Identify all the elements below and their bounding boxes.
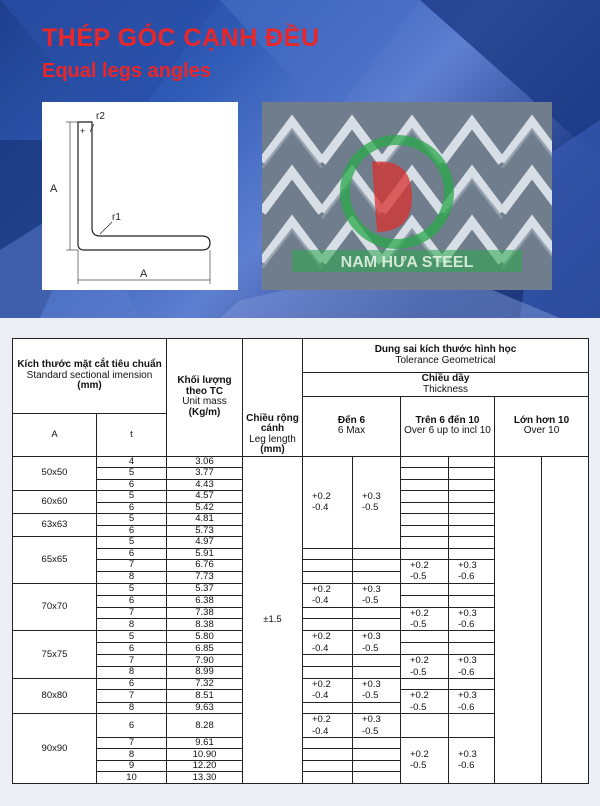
- cell-tol-plus: +0.3 -0.6: [449, 607, 495, 631]
- cell-empty: [401, 525, 449, 537]
- cell-thickness: 5: [97, 468, 167, 480]
- cell-empty: [303, 655, 353, 667]
- cell-tol-plus: +0.3 -0.5: [353, 631, 401, 655]
- cell-thickness: 8: [97, 749, 167, 761]
- cell-tol-minus: +0.2 -0.5: [401, 737, 449, 783]
- cell-empty: [449, 502, 495, 514]
- cell-empty: [401, 595, 449, 607]
- header-dimension-vn: Kích thước mặt cắt tiêu chuẩn: [17, 359, 162, 371]
- cell-unit-mass: 4.43: [167, 479, 243, 491]
- cell-tol-plus: +0.3 -0.5: [353, 583, 401, 607]
- cell-thickness: 9: [97, 760, 167, 772]
- header-range-2-en: Over 6 up to incl 10: [404, 425, 491, 437]
- cell-empty: [353, 760, 401, 772]
- cell-empty: [353, 667, 401, 679]
- cell-empty: [449, 479, 495, 491]
- cell-tol-minus: +0.2 -0.4: [303, 678, 353, 702]
- header-range-1: [303, 397, 401, 457]
- cell-tol-minus: +0.2 -0.4: [303, 714, 353, 738]
- cell-tol-minus: +0.2 -0.4: [303, 631, 353, 655]
- cell-empty: [401, 479, 449, 491]
- cell-dimension: 80x80: [13, 678, 97, 713]
- cell-empty: [303, 619, 353, 631]
- table-body: [13, 456, 589, 783]
- header-range-3-en: Over 10: [523, 425, 560, 437]
- header-mass-unit: (Kg/m): [188, 406, 221, 418]
- cell-empty: [353, 548, 401, 560]
- cell-tol-plus: +0.3 -0.5: [353, 678, 401, 702]
- cell-empty: [353, 749, 401, 761]
- cell-empty: [353, 560, 401, 572]
- cell-unit-mass: 9.63: [167, 702, 243, 714]
- cell-thickness: 6: [97, 502, 167, 514]
- cell-empty: [303, 772, 353, 784]
- cell-empty: [401, 583, 449, 595]
- cell-empty: [401, 714, 449, 738]
- cell-thickness: 6: [97, 678, 167, 690]
- angle-profile-drawing: [42, 102, 238, 290]
- cell-tol-plus: +0.3 -0.6: [449, 560, 495, 584]
- cell-empty: [353, 607, 401, 619]
- table-row: [13, 456, 589, 468]
- cell-tol-plus: +0.3 -0.6: [449, 690, 495, 714]
- cell-thickness: 7: [97, 690, 167, 702]
- cell-empty: [303, 702, 353, 714]
- cell-thickness: 7: [97, 607, 167, 619]
- header-dimension: [13, 339, 167, 414]
- cell-empty: [303, 548, 353, 560]
- cell-unit-mass: 12.20: [167, 760, 243, 772]
- cell-unit-mass: 6.85: [167, 643, 243, 655]
- cell-thickness: 4: [97, 456, 167, 468]
- cell-empty: [303, 560, 353, 572]
- cell-empty: [353, 655, 401, 667]
- cell-unit-mass: 7.38: [167, 607, 243, 619]
- cell-empty: [353, 737, 401, 749]
- cell-empty: [449, 537, 495, 549]
- header-leg-length: [243, 414, 303, 457]
- header-thickness: [303, 373, 589, 397]
- header-range-2-vn: Trên 6 đến 10: [415, 414, 480, 426]
- cell-unit-mass: 5.37: [167, 583, 243, 595]
- cell-thickness: 5: [97, 514, 167, 526]
- cell-empty: [401, 537, 449, 549]
- cell-unit-mass: 4.97: [167, 537, 243, 549]
- cell-thickness: 6: [97, 479, 167, 491]
- cell-dimension: 65x65: [13, 537, 97, 584]
- header-thickness-vn: Chiều dầy: [421, 373, 470, 384]
- cell-tol-minus: +0.2 -0.5: [401, 655, 449, 679]
- cell-empty: [401, 502, 449, 514]
- cell-unit-mass: 5.80: [167, 631, 243, 643]
- header-range-1-en: 6 Max: [337, 425, 366, 437]
- thickness-mark: +: [80, 126, 86, 136]
- cell-unit-mass: 7.32: [167, 678, 243, 690]
- header-tolerance-vn: Dung sai kích thước hình học: [374, 344, 517, 355]
- cell-empty: [353, 702, 401, 714]
- cell-empty: [449, 595, 495, 607]
- cell-tol-plus: +0.3 -0.6: [449, 655, 495, 679]
- cell-thickness: 5: [97, 583, 167, 595]
- cell-tol-minus: +0.2 -0.5: [401, 607, 449, 631]
- cell-dimension: 75x75: [13, 631, 97, 679]
- cell-unit-mass: 7.90: [167, 655, 243, 667]
- header-dimension-en: Standard sectional imension: [26, 369, 153, 381]
- cell-tol-minus: +0.2 -0.5: [401, 690, 449, 714]
- cell-unit-mass: 6.76: [167, 560, 243, 572]
- cell-tol-minus: +0.2 -0.5: [401, 560, 449, 584]
- cell-empty: [401, 548, 449, 560]
- cell-dimension: 90x90: [13, 714, 97, 784]
- cell-thickness: 8: [97, 619, 167, 631]
- cell-unit-mass: 3.77: [167, 468, 243, 480]
- cell-empty: [449, 583, 495, 595]
- cell-unit-mass: 5.42: [167, 502, 243, 514]
- cell-thickness: 5: [97, 491, 167, 503]
- cell-tol-plus: +0.3 -0.5: [353, 456, 401, 548]
- title-english: Equal legs angles: [42, 60, 211, 82]
- dimension-a-vertical: A: [50, 183, 58, 195]
- cell-dimension: 63x63: [13, 514, 97, 537]
- cell-unit-mass: 7.73: [167, 571, 243, 583]
- title-vietnamese: THÉP GÓC CẠNH ĐỀU: [42, 24, 320, 52]
- steel-angles-photo: [262, 102, 552, 290]
- cell-unit-mass: 4.81: [167, 514, 243, 526]
- cell-unit-mass: 8.28: [167, 714, 243, 738]
- cell-leg-tolerance: ±1.5: [243, 456, 303, 783]
- cell-empty: [449, 468, 495, 480]
- specification-section: [0, 318, 600, 806]
- cell-empty: [303, 760, 353, 772]
- header-unit-mass: [167, 339, 243, 457]
- cell-empty: [303, 607, 353, 619]
- cell-dimension: 70x70: [13, 583, 97, 631]
- header-thickness-en: Thickness: [422, 383, 468, 395]
- header-tolerance: [303, 339, 589, 373]
- cell-thickness: 6: [97, 548, 167, 560]
- cell-empty: [449, 491, 495, 503]
- cell-empty: [303, 749, 353, 761]
- cell-thickness: 5: [97, 631, 167, 643]
- radius-r1-label: r1: [112, 212, 121, 223]
- cell-empty: [449, 456, 495, 468]
- cell-unit-mass: 8.99: [167, 667, 243, 679]
- header-range-3-vn: Lớn hơn 10: [513, 414, 570, 426]
- cell-empty: [449, 631, 495, 643]
- cell-empty: [401, 468, 449, 480]
- cell-thickness: 6: [97, 714, 167, 738]
- cell-empty: [449, 714, 495, 738]
- cell-empty: [401, 491, 449, 503]
- cell-empty: [449, 525, 495, 537]
- header-range-1-vn: Đến 6: [337, 414, 366, 426]
- cell-unit-mass: 10.90: [167, 749, 243, 761]
- cell-unit-mass: 13.30: [167, 772, 243, 784]
- cell-unit-mass: 3.06: [167, 456, 243, 468]
- cell-empty: [542, 456, 589, 783]
- cell-empty: [401, 631, 449, 643]
- header-leg-vn: Chiều rộng cánh: [246, 412, 299, 434]
- cell-empty: [401, 456, 449, 468]
- cell-unit-mass: 8.38: [167, 619, 243, 631]
- cell-unit-mass: 8.51: [167, 690, 243, 702]
- cell-empty: [401, 514, 449, 526]
- angle-cross-section-diagram: [42, 102, 238, 290]
- cell-unit-mass: 9.61: [167, 737, 243, 749]
- cell-thickness: 10: [97, 772, 167, 784]
- specification-table: [12, 338, 589, 784]
- header-range-2: [401, 397, 495, 457]
- dimension-a-horizontal: A: [140, 268, 148, 280]
- cell-empty: [495, 456, 542, 783]
- cell-thickness: 6: [97, 643, 167, 655]
- cell-empty: [303, 667, 353, 679]
- cell-thickness: 5: [97, 537, 167, 549]
- cell-thickness: 7: [97, 655, 167, 667]
- cell-tol-plus: +0.3 -0.6: [449, 737, 495, 783]
- cell-tol-minus: +0.2 -0.4: [303, 583, 353, 607]
- header-leg-en: Leg length: [249, 433, 296, 445]
- subheader-a: A: [13, 414, 97, 457]
- header-leg-unit: (mm): [260, 444, 285, 455]
- cell-unit-mass: 5.91: [167, 548, 243, 560]
- cell-thickness: 8: [97, 667, 167, 679]
- cell-empty: [449, 514, 495, 526]
- header-dimension-unit: (mm): [77, 380, 102, 392]
- cell-empty: [353, 571, 401, 583]
- angle-stack-illustration: [262, 102, 552, 290]
- brand-watermark: NAM HƯA STEEL: [340, 254, 474, 271]
- cell-thickness: 7: [97, 560, 167, 572]
- cell-empty: [303, 737, 353, 749]
- cell-unit-mass: 4.57: [167, 491, 243, 503]
- cell-tol-plus: +0.3 -0.5: [353, 714, 401, 738]
- header-mass-vn: Khối lượng theo TC: [177, 375, 232, 397]
- cell-empty: [449, 643, 495, 655]
- cell-empty: [401, 643, 449, 655]
- header-banner: [0, 0, 600, 318]
- cell-thickness: 7: [97, 737, 167, 749]
- cell-empty: [449, 678, 495, 690]
- header-mass-en: Unit mass: [182, 396, 227, 408]
- subheader-t: t: [97, 414, 167, 457]
- cell-empty: [353, 772, 401, 784]
- cell-empty: [353, 619, 401, 631]
- cell-empty: [401, 678, 449, 690]
- cell-empty: [449, 548, 495, 560]
- cell-thickness: 6: [97, 595, 167, 607]
- cell-thickness: 6: [97, 525, 167, 537]
- cell-unit-mass: 5.73: [167, 525, 243, 537]
- header-tolerance-en: Tolerance Geometrical: [395, 354, 496, 366]
- cell-empty: [303, 571, 353, 583]
- header-leg-spacer: [243, 339, 303, 414]
- cell-tol-minus: +0.2 -0.4: [303, 456, 353, 548]
- cell-thickness: 8: [97, 702, 167, 714]
- cell-dimension: 50x50: [13, 456, 97, 491]
- cell-thickness: 8: [97, 571, 167, 583]
- cell-unit-mass: 6.38: [167, 595, 243, 607]
- header-range-3: [495, 397, 589, 457]
- radius-r2-label: r2: [96, 111, 105, 122]
- cell-dimension: 60x60: [13, 491, 97, 514]
